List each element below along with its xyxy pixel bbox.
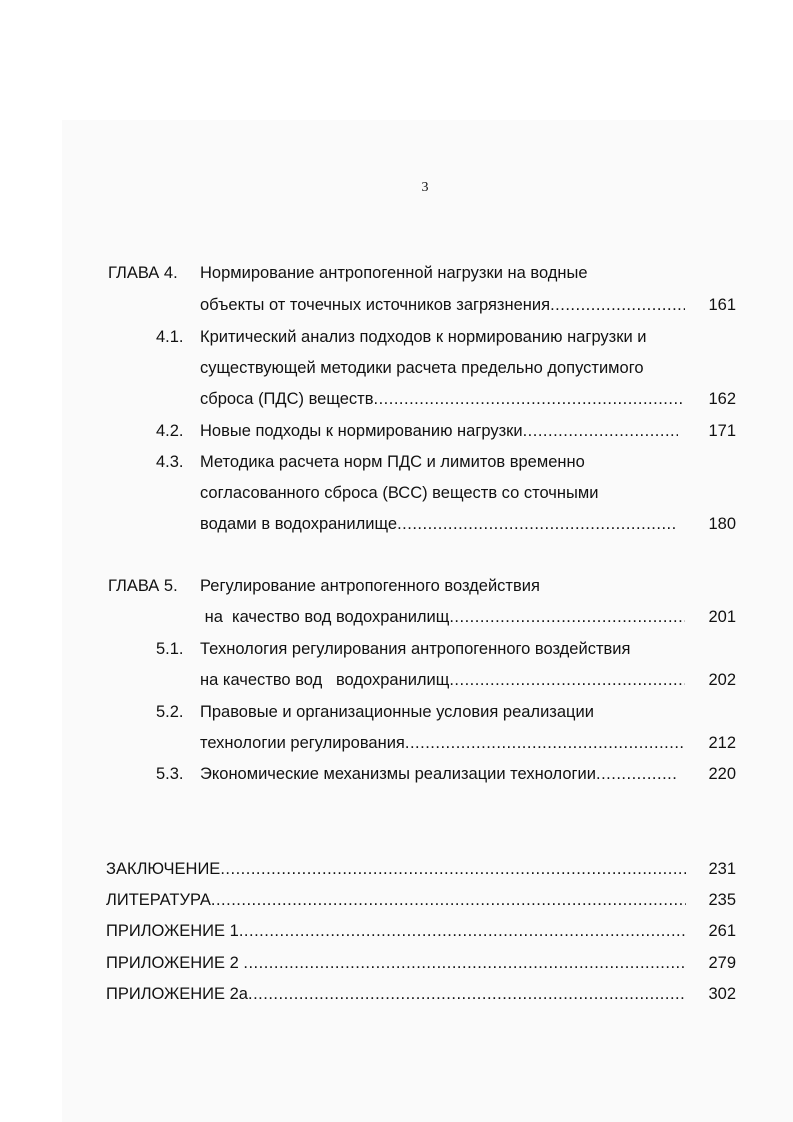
leader-dots <box>449 607 685 627</box>
section-5-2-number: 5.2. <box>156 703 184 721</box>
chapter-4-title-line1: Нормирование антропогенной нагрузки на водные <box>200 264 588 282</box>
section-5-2-page: 212 <box>708 734 736 752</box>
page-number: 3 <box>421 180 429 195</box>
section-4-2-line1 <box>200 421 678 441</box>
chapter-5-title-line2-text: на качество вод водохранилищ <box>200 608 450 626</box>
back-matter-literature-page: 235 <box>708 891 736 909</box>
section-4-3-number: 4.3. <box>156 453 184 471</box>
back-matter-appendix-2-text: ПРИЛОЖЕНИЕ 2 <box>106 954 244 972</box>
section-5-2-line2-text: технологии регулирования <box>200 734 405 752</box>
leader-dots <box>397 514 678 534</box>
chapter-5-page: 201 <box>708 608 736 626</box>
leader-dots <box>405 733 685 753</box>
section-4-2-line1-text: Новые подходы к нормированию нагрузки <box>200 422 523 440</box>
section-4-2-page: 171 <box>708 422 736 440</box>
chapter-5-title-line1: Регулирование антропогенного воздействия <box>200 577 540 595</box>
back-matter-appendix-2-page: 279 <box>708 954 736 972</box>
leader-dots <box>449 670 685 690</box>
section-4-3-line3 <box>200 514 678 534</box>
section-4-3-page: 180 <box>708 515 736 533</box>
leader-dots <box>220 859 686 879</box>
section-5-1-line2 <box>200 670 685 690</box>
section-4-3-line3-text: водами в водохранилище <box>200 515 398 533</box>
section-5-1-line2-text: на качество вод водохранилищ <box>200 671 450 689</box>
back-matter-appendix-2 <box>106 953 686 973</box>
section-5-3-line1 <box>200 764 678 784</box>
leader-dots <box>523 421 678 441</box>
leader-dots <box>373 389 685 409</box>
chapter-4-title-line2 <box>200 295 685 315</box>
section-4-3-line2: согласованного сброса (ВСС) веществ со сточными <box>200 484 599 502</box>
chapter-4-page: 161 <box>708 296 736 314</box>
section-5-1-page: 202 <box>708 671 736 689</box>
back-matter-conclusion-page: 231 <box>708 860 736 878</box>
chapter-5-title-line2 <box>200 607 685 627</box>
chapter-4-title-line2-text: объекты от точечных источников загрязнения <box>200 296 551 314</box>
section-4-1-line3 <box>200 389 685 409</box>
section-4-1-page: 162 <box>708 390 736 408</box>
section-4-2-number: 4.2. <box>156 422 184 440</box>
leader-dots <box>596 764 678 784</box>
back-matter-appendix-2a-page: 302 <box>708 985 736 1003</box>
section-4-1-line3-text: сброса (ПДС) веществ <box>200 390 374 408</box>
section-5-3-number: 5.3. <box>156 765 184 783</box>
back-matter-conclusion-text: ЗАКЛЮЧЕНИЕ <box>106 860 221 878</box>
section-4-3-line1: Методика расчета норм ПДС и лимитов временно <box>200 453 585 471</box>
section-4-1-number: 4.1. <box>156 328 184 346</box>
back-matter-appendix-2a <box>106 984 686 1004</box>
leader-dots <box>211 890 686 910</box>
back-matter-literature-text: ЛИТЕРАТУРА <box>106 891 211 909</box>
back-matter-appendix-2a-text: ПРИЛОЖЕНИЕ 2а <box>106 985 248 1003</box>
back-matter-literature <box>106 890 686 910</box>
section-5-2-line1: Правовые и организационные условия реализации <box>200 703 594 721</box>
back-matter-appendix-1-text: ПРИЛОЖЕНИЕ 1 <box>106 922 239 940</box>
leader-dots <box>248 984 686 1004</box>
back-matter-conclusion <box>106 859 686 879</box>
leader-dots <box>550 295 685 315</box>
section-5-1-line1: Технология регулирования антропогенного воздействия <box>200 640 631 658</box>
section-4-1-line2: существующей методики расчета предельно допустимого <box>200 359 644 377</box>
leader-dots <box>239 921 686 941</box>
section-5-3-line1-text: Экономические механизмы реализации технологии <box>200 765 596 783</box>
back-matter-appendix-1 <box>106 921 686 941</box>
chapter-5-label: ГЛАВА 5. <box>108 577 178 595</box>
section-5-2-line2 <box>200 733 685 753</box>
chapter-4-label: ГЛАВА 4. <box>108 264 178 282</box>
back-matter-appendix-1-page: 261 <box>708 922 736 940</box>
section-4-1-line1: Критический анализ подходов к нормированию нагрузки и <box>200 328 647 346</box>
section-5-1-number: 5.1. <box>156 640 184 658</box>
section-5-3-page: 220 <box>708 765 736 783</box>
leader-dots <box>243 953 686 973</box>
